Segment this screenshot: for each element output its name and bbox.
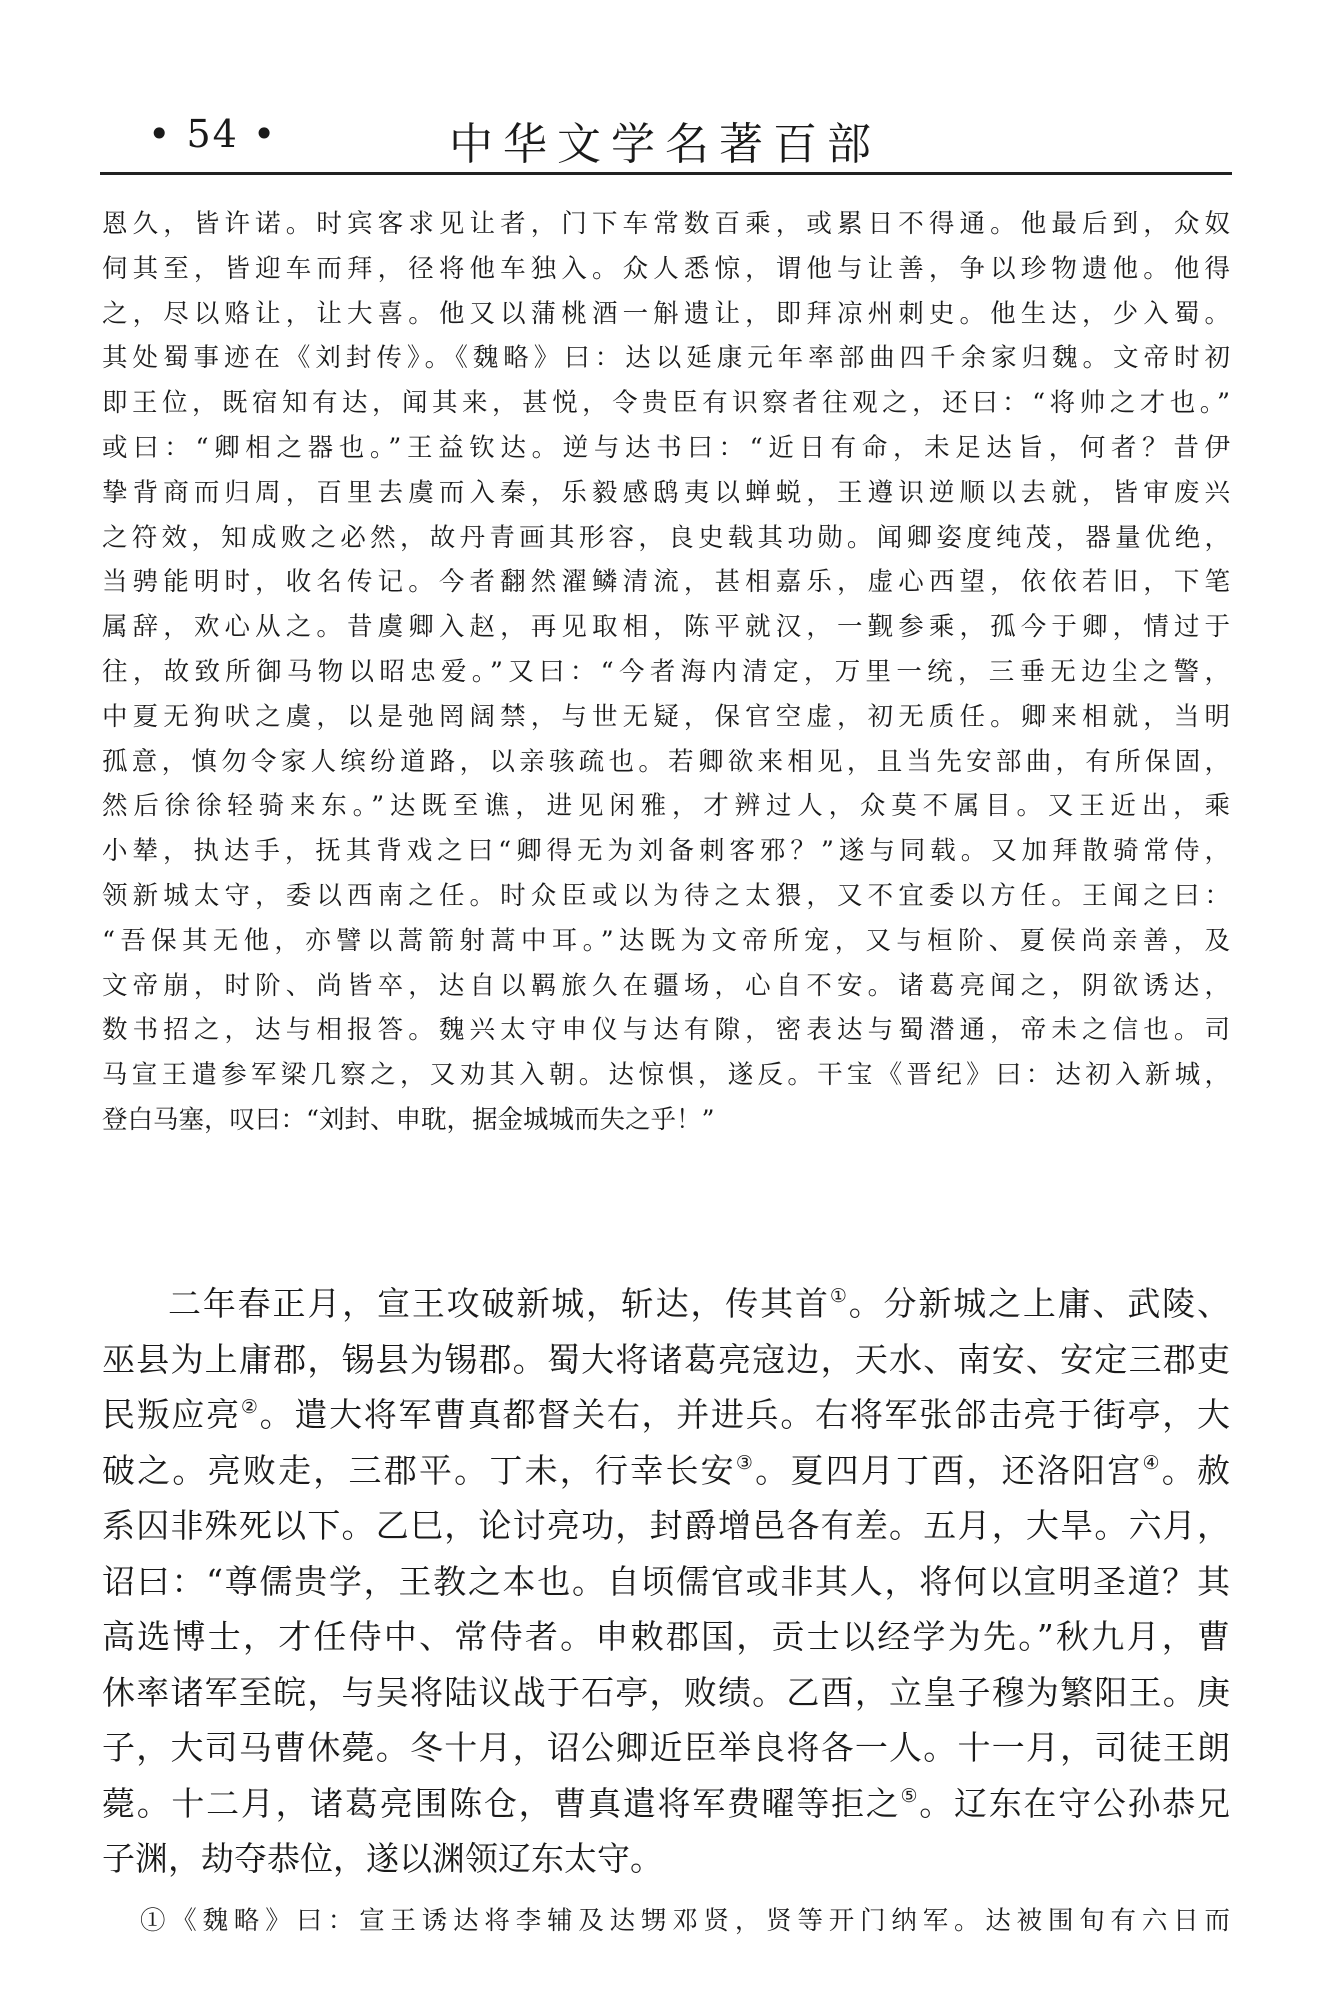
footnote-line: ①《魏略》曰：宣王诱达将李辅及达甥邓贤，贤等开门纳军。达被围旬有六日而 — [140, 1906, 1230, 1936]
footnote-block — [140, 1899, 1230, 1943]
commentary-line: 挚背商而归周，百里去虞而入秦，乐毅感鸱夷以蝉蜕，王遵识逆顺以去就，皆审废兴 — [102, 477, 1230, 508]
text-run: 。遣大将军曹真都督关右，并进兵。右将军张郃击亮于街亭，大 — [259, 1395, 1230, 1434]
main-text-line: 子渊，劫夺恭位，遂以渊领辽东太守。 — [102, 1839, 663, 1878]
commentary-block — [102, 202, 1230, 1143]
main-text-block — [102, 1276, 1230, 1887]
main-text-line: 系囚非殊死以下。乙巳，论讨亮功，封爵增邑各有差。五月，大旱。六月， — [102, 1506, 1230, 1545]
text-run: 破之。亮败走，三郡平。丁未，行幸长安 — [102, 1450, 736, 1490]
main-text-line: 诏曰：“尊儒贵学，王教之本也。自顷儒官或非其人，将何以宣明圣道？其 — [102, 1561, 1230, 1601]
commentary-line: 当骋能明时，收名传记。今者翻然濯鳞清流，甚相嘉乐，虚心西望，依依若旧，下笔 — [102, 567, 1230, 598]
commentary-line: 登白马塞，叹曰：“刘封、申耽，据金城城而失之乎！” — [102, 1104, 715, 1135]
note-marker-3[interactable]: ③ — [735, 1451, 756, 1474]
commentary-line: “吾保其无他，亦譬以蒿箭射蒿中耳。”达既为文帝所宠，又与桓阶、夏侯尚亲善，及 — [102, 925, 1230, 956]
commentary-line: 马宣王遣参军梁几察之，又劝其入朝。达惊惧，遂反。干宝《晋纪》曰：达初入新城， — [102, 1060, 1230, 1091]
main-text-line — [102, 1443, 1230, 1499]
text-run: 。赦 — [1161, 1450, 1230, 1490]
commentary-line: 属辞，欢心从之。昔虞卿入赵，再见取相，陈平就汉，一觐参乘，孤今于卿，情过于 — [102, 612, 1230, 643]
main-text-line — [102, 1276, 1230, 1332]
commentary-line: 往，故致所御马物以昭忠爱。”又曰：“今者海内清定，万里一统，三垂无边尘之警， — [102, 656, 1230, 687]
commentary-line: 孤意，慎勿令家人缤纷道路，以亲骇疏也。若卿欲来相见，且当先安部曲，有所保固， — [102, 746, 1230, 777]
commentary-line: 伺其至，皆迎车而拜，径将他车独入。众人悉惊，谓他与让善，争以珍物遗他。他得 — [102, 253, 1230, 284]
main-text-line: 子，大司马曹休薨。冬十月，诏公卿近臣举良将各一人。十一月，司徒王朗 — [102, 1728, 1230, 1767]
note-marker-5[interactable]: ⑤ — [900, 1784, 920, 1807]
note-marker-2[interactable]: ② — [240, 1396, 260, 1418]
text-run: 。夏四月丁酉，还洛阳宫 — [755, 1450, 1143, 1490]
text-run: 民叛应亮 — [102, 1395, 241, 1434]
commentary-line: 然后徐徐轻骑来东。”达既至谯，进见闲雅，才辨过人，众莫不属目。又王近出，乘 — [102, 791, 1230, 822]
commentary-line: 数书招之，达与相报答。魏兴太守申仪与达有隙，密表达与蜀潜通，帝未之信也。司 — [102, 1015, 1230, 1046]
commentary-line: 其处蜀事迹在《刘封传》。《魏略》曰：达以延康元年率部曲四千余家归魏。文帝时初 — [102, 343, 1230, 374]
main-text-line — [102, 1387, 1230, 1443]
commentary-line: 领新城太守，委以西南之任。时众臣或以为待之太猥，又不宜委以方任。王闻之曰： — [102, 880, 1230, 911]
page-header — [100, 108, 1230, 172]
note-marker-4[interactable]: ④ — [1142, 1451, 1162, 1474]
commentary-line: 小辇，执达手，抚其背戏之曰“卿得无为刘备刺客邪？”遂与同载。又加拜散骑常侍， — [102, 836, 1230, 867]
commentary-line: 之符效，知成败之必然，故丹青画其形容，良史载其功勋。闻卿姿度纯茂，器量优绝， — [102, 522, 1230, 553]
text-run: 二年春正月，宣王攻破新城，斩达，传其首 — [168, 1284, 830, 1323]
commentary-line: 即王位，既宿知有达，闻其来，甚悦，令贵臣有识察者往观之，还曰：“将帅之才也。” — [102, 388, 1230, 419]
main-text-line: 高选博士，才任侍中、常侍者。申敕郡国，贡士以经学为先。”秋九月，曹 — [102, 1617, 1230, 1656]
commentary-line: 中夏无狗吠之虞，以是弛罔阔禁，与世无疑，保官空虚，初无质任。卿来相就，当明 — [102, 701, 1230, 732]
running-title: 中华文学名著百部 — [449, 119, 881, 170]
text-run: 。辽东在守公孙恭兄 — [919, 1783, 1230, 1823]
note-marker-1[interactable]: ① — [829, 1285, 849, 1307]
commentary-line: 之，尽以赂让，让大喜。他又以蒲桃酒一斛遗让，即拜凉州刺史。他生达，少入蜀。 — [102, 298, 1230, 329]
commentary-line: 恩久，皆许诺。时宾客求见让者，门下车常数百乘，或累日不得通。他最后到，众奴 — [102, 209, 1230, 239]
main-text-line: 休率诸军至皖，与吴将陆议战于石亭，败绩。乙酉，立皇子穆为繁阳王。庚 — [102, 1672, 1230, 1712]
page-number: • 54 • — [148, 112, 278, 156]
main-text-line — [102, 1776, 1230, 1832]
header-rule — [100, 172, 1232, 175]
commentary-line: 文帝崩，时阶、尚皆卒，达自以羁旅久在疆场，心自不安。诸葛亮闻之，阴欲诱达， — [102, 970, 1230, 1001]
main-text-line: 巫县为上庸郡，锡县为锡郡。蜀大将诸葛亮寇边，天水、南安、安定三郡吏 — [102, 1339, 1230, 1379]
text-run: 。分新城之上庸、武陵、 — [848, 1284, 1230, 1323]
text-run: 薨。十二月，诸葛亮围陈仓，曹真遣将军费曜等拒之 — [102, 1783, 901, 1823]
commentary-line: 或曰：“卿相之器也。”王益钦达。逆与达书曰：“近日有命，未足达旨，何者？昔伊 — [102, 432, 1230, 463]
